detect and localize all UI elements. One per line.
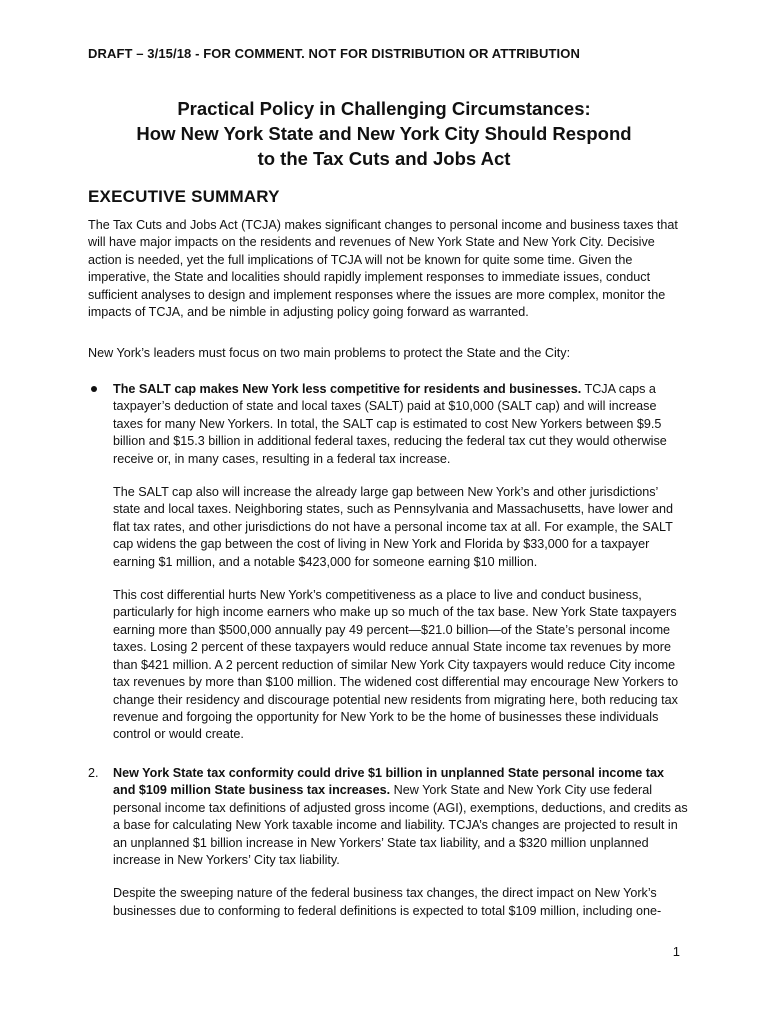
title-line-1: Practical Policy in Challenging Circumstances: — [177, 98, 591, 119]
list-item-body — [113, 381, 688, 744]
list-item-tax-conformity — [88, 765, 688, 920]
bullet-dot-icon — [91, 386, 97, 392]
list-item-lead: New York State tax conformity could drive $1 billion in unplanned State personal income tax and $109 million State business tax increases. — [113, 766, 664, 798]
list-item-text: New York State and New York City use federal personal income tax definitions of adjusted gross income (AGI), exemptions, deductions, and credits as a base for calculating New York taxable income and liability. TCJA’s changes are projected to result in an unplanned $1 billion increase in New Yorkers’ State tax liability, and a $320 million unplanned increase in New Yorkers’ City tax liability. — [113, 783, 688, 868]
list-number: 2. — [88, 766, 99, 780]
document-title — [88, 96, 680, 171]
list-item-lead: The SALT cap makes New York less competitive for residents and businesses. — [113, 382, 582, 396]
list-item-paragraph-3: This cost differential hurts New York’s competitiveness as a place to live and conduct business, particularly for high income earners who make up so much of the tax base. New York State taxpayers earning more than $500,000 annually pay 49 percent—$21.0 billion—of the State’s personal income taxes. Losing 2 percent of these taxpayers would reduce annual State income tax revenues by more than $421 million. A 2 percent reduction of similar New York City taxpayers would reduce City income tax revenues by more than $100 million. The widened cost differential may encourage New Yorkers to change their residency and discourage potential new residents from migrating here, both reducing tax revenue and forgoing the opportunity for New York to be the home of businesses these individuals control or would create. — [113, 588, 679, 742]
draft-notice: DRAFT – 3/15/18 - FOR COMMENT. NOT FOR DISTRIBUTION OR ATTRIBUTION — [88, 46, 580, 61]
list-item-body — [113, 765, 688, 920]
list-item-paragraph-2: The SALT cap also will increase the already large gap between New York’s and other jurisdictions’ state and local taxes. Neighboring states, such as Pennsylvania and Massachusetts, have lower and flat tax rates, and other jurisdictions do not have a personal income tax at all. For example, the SALT cap widens the gap between the cost of living in New York and Florida by $33,000 for a taxpayer earning $1 million, and a notable $423,000 for someone earning $10 million. — [113, 485, 674, 569]
section-heading: EXECUTIVE SUMMARY — [88, 187, 280, 206]
title-line-3: to the Tax Cuts and Jobs Act — [257, 148, 511, 169]
title-line-2: How New York State and New York City Should Respond — [136, 123, 632, 144]
list-item-paragraph — [113, 381, 688, 468]
list-item-paragraph — [113, 765, 688, 869]
intro-paragraph-1: The Tax Cuts and Jobs Act (TCJA) makes significant changes to personal income and business taxes that will have major impacts on the residents and revenues of New York State and New York City. Decisive action is needed, yet the full implications of TCJA will not be known for quite some time. Given the imperative, the State and localities should rapidly implement responses to immediate issues, conduct sufficient analyses to design and implement responses where the issues are more complex, monitor the impacts of TCJA, and be nimble in adjusting policy going forward as warranted. — [88, 218, 678, 320]
list-item-paragraph-2: Despite the sweeping nature of the federal business tax changes, the direct impact on New York’s businesses due to conforming to federal definitions is expected to total $109 million, including one- — [113, 886, 662, 918]
page-number: 1 — [672, 944, 680, 959]
intro-paragraph-2: New York’s leaders must focus on two main problems to protect the State and the City: — [88, 346, 571, 360]
list-item-salt-cap — [88, 381, 688, 744]
bullet-marker — [88, 381, 112, 398]
list-item-text: TCJA caps a taxpayer’s deduction of state and local taxes (SALT) paid at $10,000 (SALT cap) and will increase taxes for many New Yorkers. In total, the SALT cap is estimated to cost New Yorkers between $9.5 billion and $15.3 billion in additional federal taxes, reducing the federal tax cut they would otherwise receive or, in many cases, resulting in a federal tax increase. — [113, 382, 667, 466]
